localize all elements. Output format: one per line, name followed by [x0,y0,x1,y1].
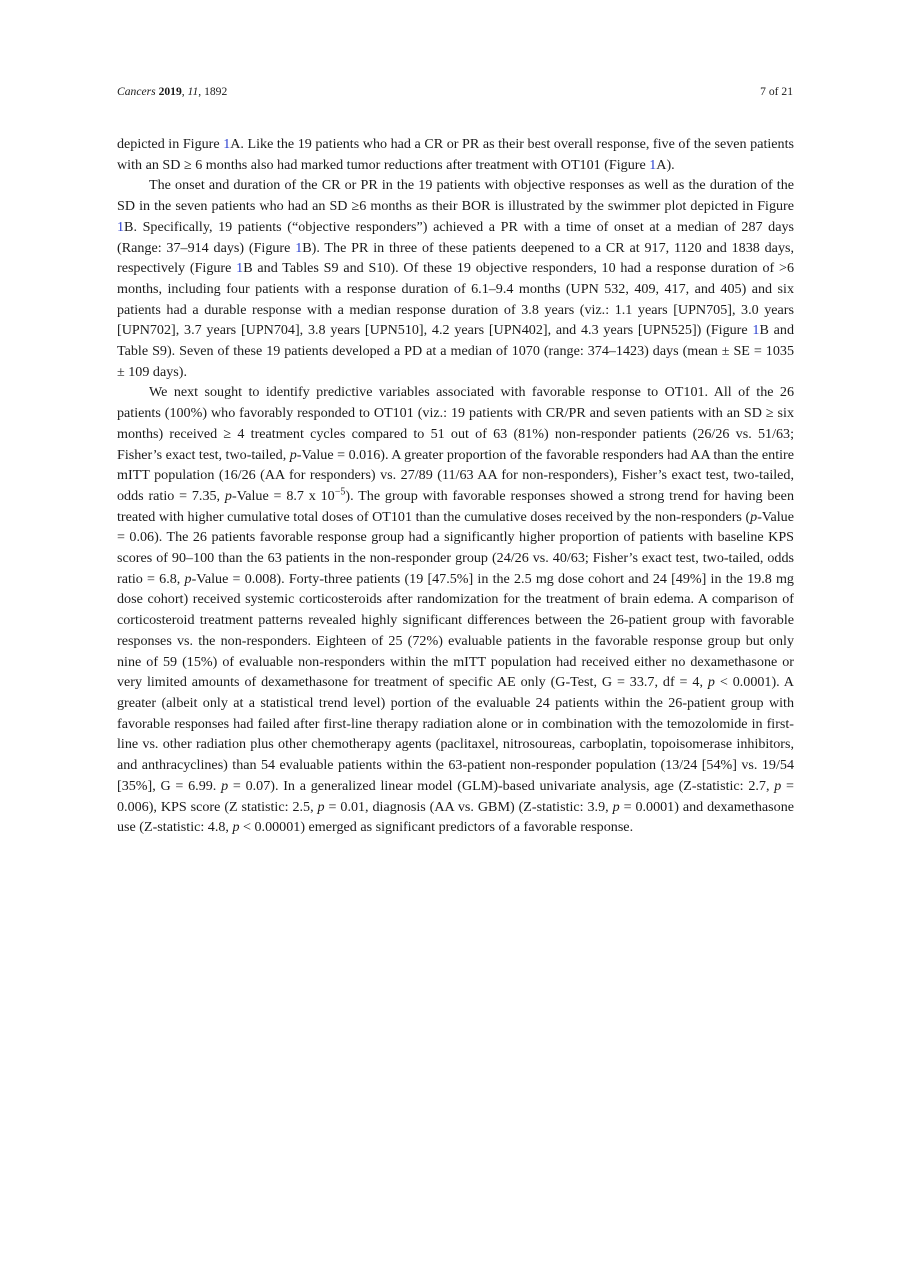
p-symbol: p [612,798,620,815]
text-run: The onset and duration of the CR or PR in the 19 patients with objective responses as well as the duration of the SD in the seven patients who had an SD ≥6 months as their BOR is illustrated by the swimmer plot depicted in Figure [117,177,794,215]
text-run: = 0.0001) and dexamethasone use (Z-statistic: 4.8, [117,798,794,836]
p-symbol: p [707,674,715,691]
text-run: B. Specifically, 19 patients (“objective responders”) achieved a PR with a time of onset at a median of 287 days (Range: 37–914 days) (Figure [117,218,794,256]
figure-link[interactable]: 1 [223,136,231,152]
figure-link[interactable]: 1 [117,218,125,235]
figure-link[interactable]: 1 [649,156,657,173]
text-run: B and Table S9). Seven of these 19 patients developed a PD at a median of 1070 (range: 374–1423) days (mean ± SE = 1035 ± 109 days). [117,322,795,380]
p-symbol: p [221,777,229,794]
paragraph-2 [117,175,794,382]
text-run: We next sought to identify predictive variables associated with favorable response to OT101. All of the 26 patients (100%) who favorably responded to OT101 (viz.: 19 patients with CR/PR and seven patients with an SD ≥ six months) received ≥ 4 treatment cycles compared to 51 out of 63 (81%) non-responder patients (26/26 vs. 51/63; Fisher’s exact test, two-tailed, [117,384,794,463]
text-run: = 0.07). In a generalized linear model (GLM)-based univariate analysis, age (Z-statistic: 2.7, [228,777,775,794]
p-symbol: p [317,798,325,815]
citation-year: 2019 [158,85,182,98]
article-body [117,134,794,838]
p-symbol: p [289,446,297,463]
text-run: < 0.0001). A greater (albeit only at a statistical trend level) portion of the evaluable 24 patients within the 26-patient group with favorable responses had failed after first-line therapy radiation alone or in combination with the temozolomide in first-line vs. other radiation plus other chemotherapy agents (paclitaxel, nitrosoureas, carboplatin, topoisomerase inhibitors, and anthracyclines) than 54 evaluable patients within the 63-patient non-responder population (13/24 [54%] vs. 19/54 [35%], G = 6.99. [117,674,794,794]
text-run: A. Like the 19 patients who had a CR or PR as their best overall response, five of the seven patients with an SD ≥ 6 months also had marked tumor reductions after treatment with OT101 (Figure [117,136,794,173]
p-symbol: p [232,819,240,836]
text-run: -Value = 0.06). The 26 patients favorable response group had a significantly higher proportion of patients with baseline KPS scores of 90–100 than the 63 patients in the non-responder group (24/26 vs. 40/63; Fisher’s exact test, two-tailed, odds ratio = 6.8, [117,508,794,587]
p-symbol: p [224,487,232,504]
text-run: A). [656,156,675,173]
citation-article-number: 1892 [204,85,228,98]
text-run: B and Tables S9 and S10). Of these 19 objective responders, 10 had a response duration of >6 months, including four patients with a response duration of 6.1–9.4 months (UPN 532, 409, 417, and 405) and six patients had a durable response with a median response duration of 3.8 years (viz.: 1.1 years [UPN705], 3.0 years [UPN702], 3.7 years [UPN704], 3.8 years [UPN510], 4.2 years [UPN402], and 4.3 years [UPN525]) (Figure [117,260,795,339]
running-header [117,84,793,100]
figure-link[interactable]: 1 [752,322,760,339]
text-run: -Value = 0.008). Forty-three patients (19 [47.5%] in the 2.5 mg dose cohort and 24 [49%] in the 19.8 mg dose cohort) received systemic corticosteroids after randomization for the treatment of brain edema. A comparison of corticosteroid treatment patterns revealed highly significant differences between the 26-patient group with favorable responses vs. the non-responders. Eighteen of 25 (72%) evaluable patients in the favorable response group but only nine of 59 (15%) of evaluable non-responders within the mITT population had received either no dexamethasone or very limited amounts of dexamethasone for treatment of specific AE only (G-Test, G = 33.7, df = 4, [117,570,794,691]
exponent: −5 [334,486,346,498]
paragraph-1 [117,134,794,175]
p-symbol: p [184,570,192,587]
journal-name: Cancers [117,85,156,98]
p-symbol: p [774,777,782,794]
text-run: -Value = 0.016). A greater proportion of the favorable responders had AA than the entire mITT population (16/26 (AA for responders) vs. 27/89 (11/63 AA for non-responders), Fisher’s exact test, two-tailed, odds ratio = 7.35, [117,446,794,504]
text-run: -Value = 8.7 x 10 [231,487,335,504]
text-run: < 0.00001) emerged as significant predictors of a favorable response. [239,819,634,836]
page-indicator: 7 of 21 [760,85,793,98]
p-symbol: p [750,508,758,525]
figure-link[interactable]: 1 [295,239,303,256]
text-run: = 0.006), KPS score (Z statistic: 2.5, [117,777,795,815]
citation: Cancers 2019, 11, 1892 [117,85,228,98]
text-run: depicted in Figure [117,136,224,152]
citation-volume: 11 [187,85,199,98]
figure-link[interactable]: 1 [236,260,244,277]
text-run: = 0.01, diagnosis (AA vs. GBM) (Z-statistic: 3.9, [324,798,613,815]
text-run: ). The group with favorable responses showed a strong trend for having been treated with higher cumulative total doses of OT101 than the cumulative doses received by the non-responders ( [117,487,794,525]
paragraph-3 [117,382,794,837]
text-run: B). The PR in three of these patients deepened to a CR at 917, 1120 and 1838 days, respectively (Figure [117,239,794,277]
